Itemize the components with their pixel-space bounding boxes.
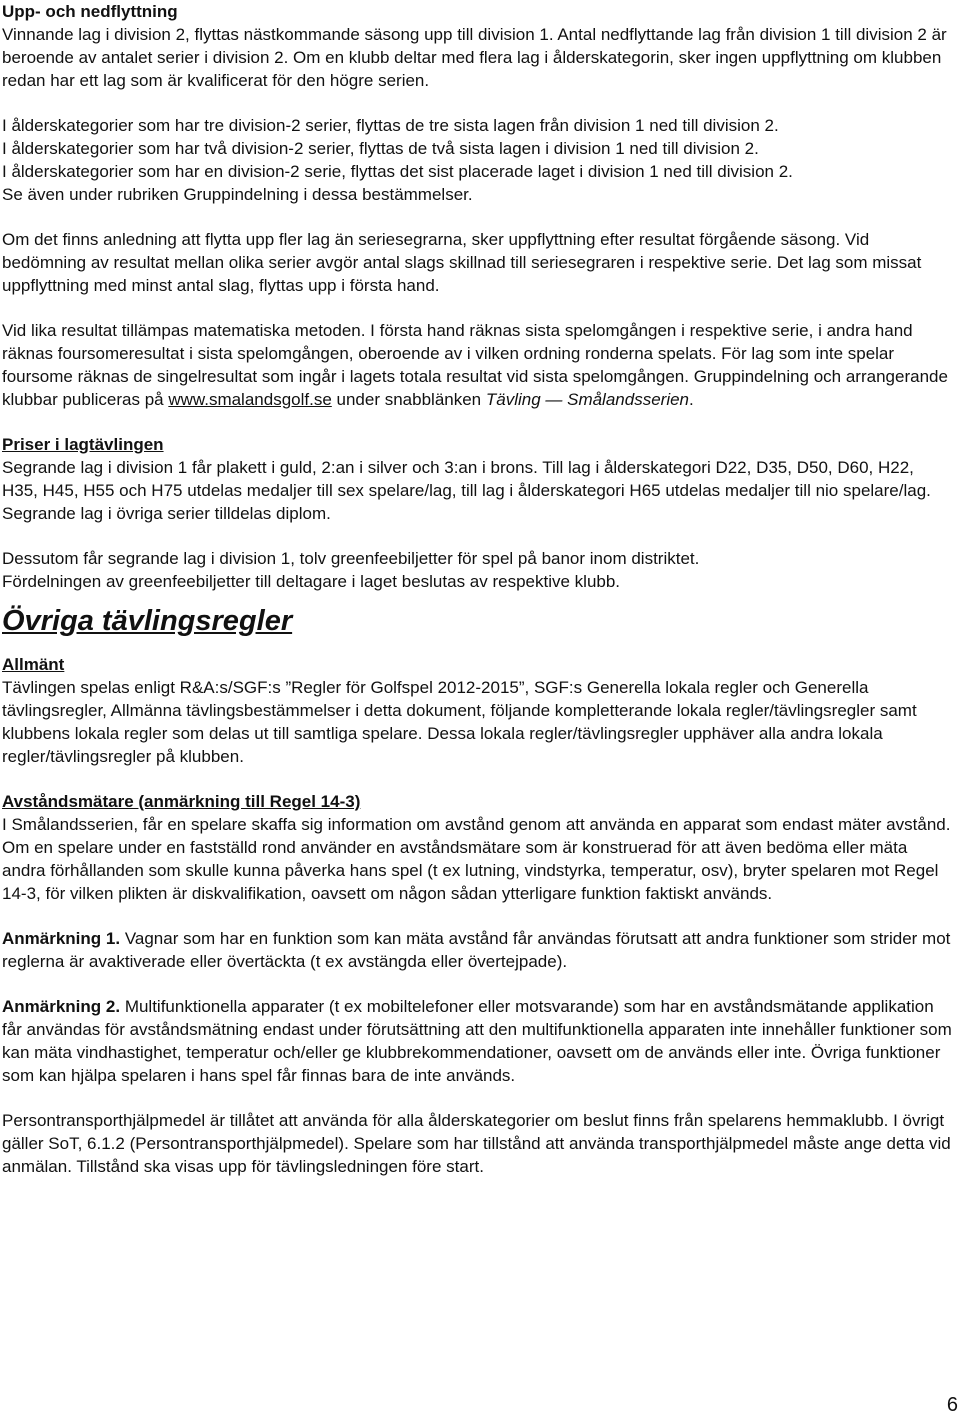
paragraph-tre-serier: I ålderskategorier som har tre division-2 serier, flyttas de tre sista lagen från division 1 ned till division 2. xyxy=(2,116,779,135)
paragraph-uppflyttning: Vinnande lag i division 2, flyttas nästkommande säsong upp till division 1. Antal nedflyttande lag från division 1 till division 2 är beroende av antalet serier i division 2. Om en klubb deltar med flera lag i ålderskategorin, sker ingen uppflyttning om klubben redan har ett lag som är kvalificerat för den högre serien. xyxy=(2,25,947,90)
paragraph-fler-lag: Om det finns anledning att flytta upp fler lag än seriesegrarna, sker uppflyttning efter resultat förgående säsong. Vid bedömning av resultat mellan olika serier avgör antal slags skillnad till seriesegraren i respektive serie. Det lag som missat uppflyttning med minst antal slag, flyttas upp i första hand. xyxy=(2,230,922,295)
anmarkning-2-text: Multifunktionella apparater (t ex mobiltelefoner eller motsvarande) som har en avståndsmätande applikation får användas för avståndsmätning endast under förutsättning att den multifunktionella apparaten inte innehåller funktioner som kan mäta vindhastighet, temperatur och/eller ge klubbrekommendationer, oavsett om de används eller inte. Övriga funktioner som kan hjälpa spelaren i hans spel får finnas bara de inte används. xyxy=(2,997,952,1085)
paragraph-persontransport: Persontransporthjälpmedel är tillåtet att använda för alla ålderskategorier om beslut finns från spelarens hemmaklubb. I övrigt gäller SoT, 6.1.2 (Persontransporthjälpmedel). Spelare som har tillstånd att använda transporthjälpmedel måste ange detta vid anmälan. Tillstånd ska visas upp för tävlingsledningen före start. xyxy=(2,1111,951,1176)
section-heading-priser: Priser i lagtävlingen xyxy=(2,435,164,454)
section-heading-upp-och-nedflyttning: Upp- och nedflyttning xyxy=(2,2,178,21)
paragraph-anmarkning-2 xyxy=(2,995,952,1087)
anmarkning-1-text: Vagnar som har en funktion som kan mäta avstånd får användas förutsatt att andra funktioner som strider mot reglerna är avaktiverade eller övertäckta (t ex avstängda eller övertejpade). xyxy=(2,929,951,971)
subheading-allmant: Allmänt xyxy=(2,655,65,674)
subheading-avstandsmatare: Avståndsmätare (anmärkning till Regel 14-3) xyxy=(2,792,361,811)
lika-resultat-end: . xyxy=(689,390,694,409)
paragraph-anmarkning-1 xyxy=(2,927,952,973)
section-heading-ovriga-regler: Övriga tävlingsregler xyxy=(2,605,293,637)
anmarkning-2-label: Anmärkning 2. xyxy=(2,997,121,1016)
paragraph-fordelning: Fördelningen av greenfeebiljetter till deltagare i laget beslutas av respektive klubb. xyxy=(2,572,621,591)
lika-resultat-text: Vid lika resultat tillämpas matematiska metoden. I första hand räknas sista spelomgången i respektive serie, i andra hand räknas foursomeresultat i sista spelomgången, oberoende av i vilken ordning ronderna spelats. För lag som inte spelar foursome räknas de singelresultat som ingår i lagets totala resultat vid sista spelomgången. Gruppindelning och arrangerande klubbar publiceras på xyxy=(2,321,948,409)
paragraph-priser: Segrande lag i division 1 får plakett i guld, 2:an i silver och 3:an i brons. Till lag i ålderskategori D22, D35, D50, D60, H22, H35, H45, H55 och H75 utdelas medaljer till sex spelare/lag, till lag i ålderskategori H65 utdelas medaljer till nio spelare/lag. Segrande lag i övriga serier tilldelas diplom. xyxy=(2,458,931,523)
paragraph-avstandsmatare: I Smålandsserien, får en spelare skaffa sig information om avstånd genom att använda en apparat som endast mäter avstånd. Om en spelare under en fastställd rond använder en avståndsmätare som är konstruerad för att även bedöma eller mäta andra förhållanden som skulle kunna påverka hans spel (t ex lutning, vindstyrka, temperatur, osv), bryter spelaren mot Regel 14-3, för vilken plikten är diskvalifikation, oavsett om någon sådan ytterligare funktion faktiskt används. xyxy=(2,815,951,903)
anmarkning-1-label: Anmärkning 1. xyxy=(2,929,121,948)
paragraph-lika-resultat xyxy=(2,319,952,411)
snabblank-name: Tävling — Smålandsserien xyxy=(485,390,690,409)
smalandsgolf-link[interactable]: www.smalandsgolf.se xyxy=(168,390,332,409)
paragraph-se-aven: Se även under rubriken Gruppindelning i dessa bestämmelser. xyxy=(2,185,473,204)
paragraph-allmant: Tävlingen spelas enligt R&A:s/SGF:s ”Regler för Golfspel 2012-2015”, SGF:s Generella lokala regler och Generella tävlingsregler, Allmänna tävlingsbestämmelser i detta dokument, följande kompletterande lokala regler/tävlingsregler samt klubbens lokala regler som delas ut till samtliga spelare. Dessa lokala regler/tävlingsregler upphäver alla andra lokala regler/tävlingsregler på klubben. xyxy=(2,678,917,766)
paragraph-en-serie: I ålderskategorier som har en division-2 serie, flyttas det sist placerade laget i division 1 ned till division 2. xyxy=(2,162,793,181)
page-number: 6 xyxy=(946,1394,958,1416)
lika-resultat-text-2: under snabblänken xyxy=(331,390,486,409)
paragraph-greenfee: Dessutom får segrande lag i division 1, tolv greenfeebiljetter för spel på banor inom distriktet. xyxy=(2,549,700,568)
document-content xyxy=(2,0,952,1178)
paragraph-tva-serier: I ålderskategorier som har två division-2 serier, flyttas de två sista lagen i division 1 ned till division 2. xyxy=(2,139,759,158)
